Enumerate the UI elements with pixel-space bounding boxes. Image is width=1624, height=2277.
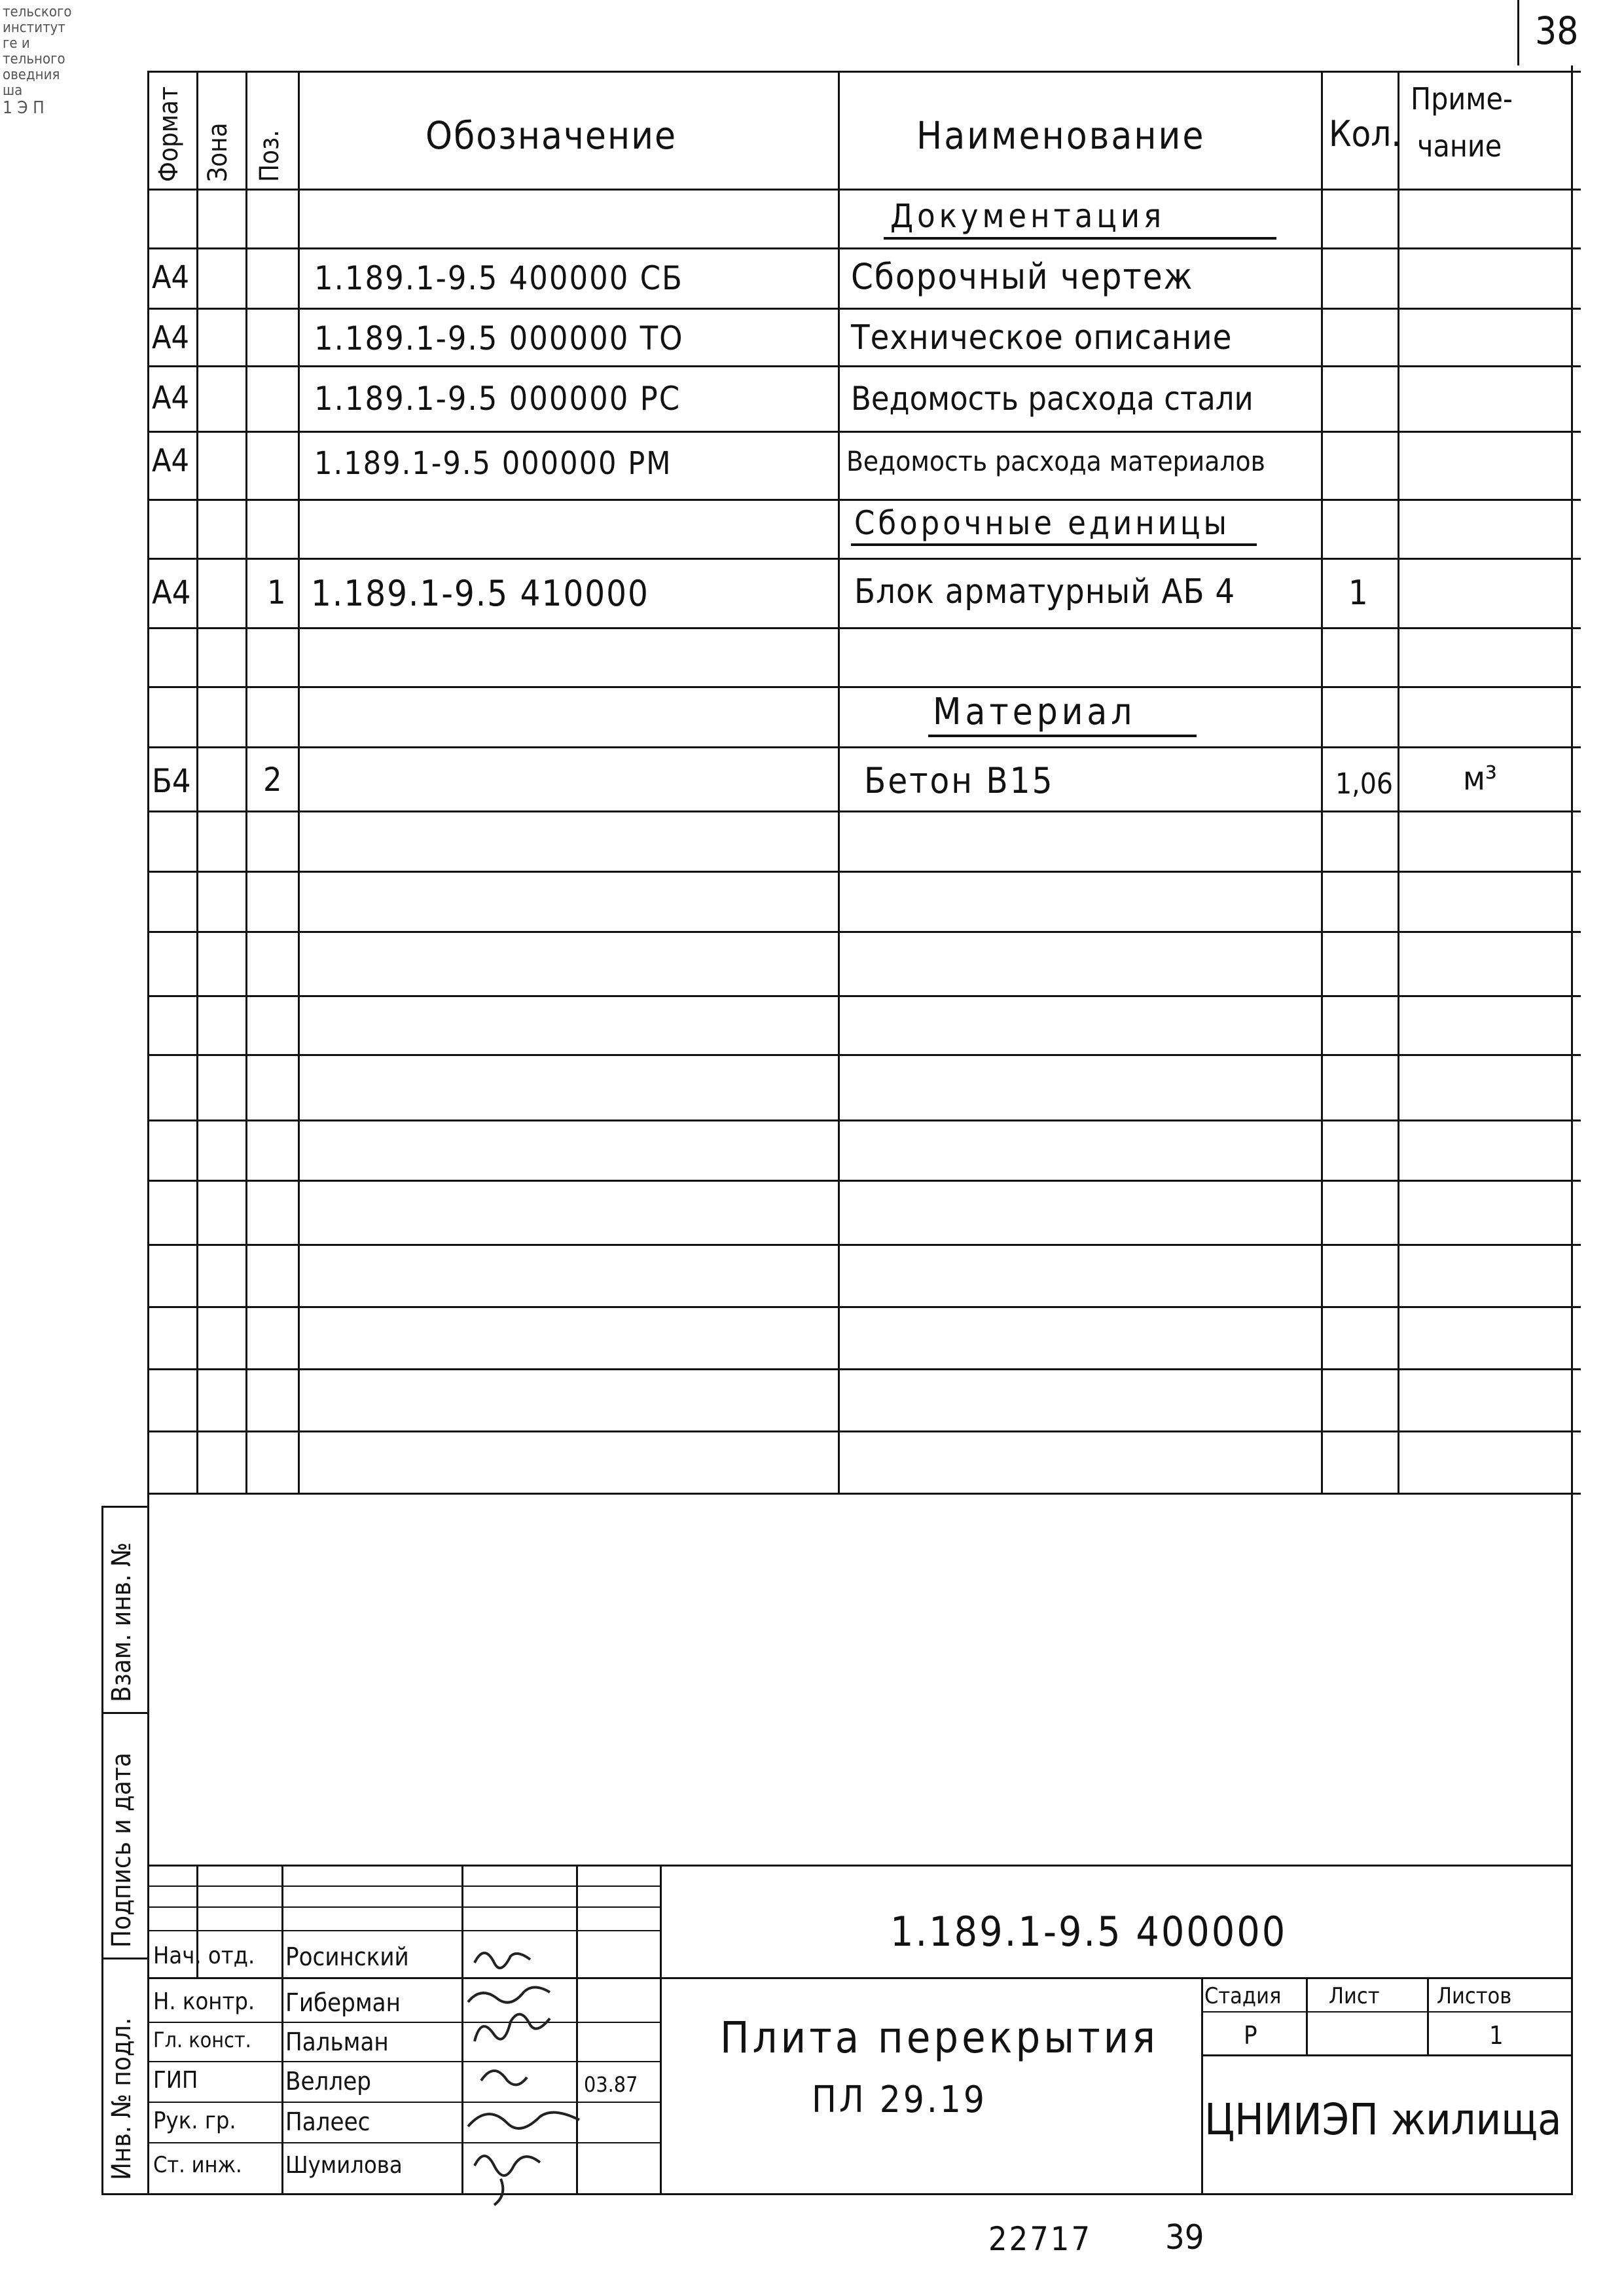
cell-format: А4 (152, 574, 191, 611)
row-divider (147, 431, 1581, 433)
cell-designation: 1.189.1-9.5 000000 РС (314, 380, 681, 418)
header-bottom-border (147, 189, 1581, 191)
heading-underline (928, 735, 1197, 737)
doc-code: 1.189.1-9.5 400000 (890, 1908, 1288, 1956)
col-divider-format (196, 71, 198, 1493)
title-col (281, 1865, 283, 2193)
signer-role: Гл. конст. (153, 2028, 251, 2052)
cell-name: Сборочный чертеж (851, 256, 1194, 297)
row-divider (147, 1054, 1581, 1056)
header-note-line2: чание (1417, 128, 1502, 164)
cell-designation: 1.189.1-9.5 410000 (311, 573, 649, 614)
label-inv-podl: Инв. № подл. (107, 2017, 137, 2180)
cell-name: Бетон В15 (864, 760, 1055, 801)
header-note-line1: Приме- (1411, 81, 1513, 117)
cell-name: Ведомость расхода стали (851, 380, 1254, 418)
col-divider-name (1321, 71, 1323, 1493)
footer-number: 22717 (988, 2220, 1092, 2258)
label-vzam-inv: Взам. инв. № (107, 1542, 137, 1702)
cell-format: А4 (152, 443, 189, 479)
title-col (1306, 1977, 1308, 2054)
corner-stamp (0, 0, 141, 177)
col-divider-zone (245, 71, 247, 1493)
organization: ЦНИИЭП жилища (1204, 2094, 1562, 2145)
row-divider (147, 746, 1581, 748)
row-divider (147, 247, 1581, 249)
row-divider (147, 871, 1581, 873)
section-heading-assembly-units: Сборочные единицы (854, 504, 1231, 542)
table-bottom-border (147, 1493, 1581, 1495)
row-divider (147, 931, 1581, 933)
row-divider (147, 499, 1581, 501)
margin-strip-top (101, 1506, 149, 1508)
table-top-border (147, 71, 1581, 73)
row-divider (147, 686, 1581, 688)
row-divider (147, 558, 1581, 560)
stamp-line: тельного (3, 51, 65, 67)
header-name: Наименование (916, 113, 1206, 158)
row-divider (147, 1120, 1581, 1121)
cell-qty: 1,06 (1335, 767, 1394, 801)
cell-pos: 2 (263, 761, 282, 799)
signer-name: Росинский (285, 1942, 409, 1971)
cell-format: А4 (152, 259, 189, 296)
margin-strip-divider (101, 1958, 149, 1959)
row-divider (147, 627, 1581, 629)
margin-strip-outer (101, 1506, 103, 2195)
section-heading-documentation: Документация (890, 197, 1166, 235)
col-divider-designation (838, 71, 840, 1493)
col-divider-qty (1398, 71, 1399, 1493)
row-divider (147, 811, 1581, 812)
stamp-line: ша (3, 82, 23, 99)
row-divider (147, 1368, 1581, 1370)
cell-format: А4 (152, 380, 189, 416)
signer-name: Гиберман (285, 1988, 401, 2017)
title-col (1427, 1977, 1429, 2054)
page-number: 38 (1535, 9, 1579, 53)
heading-underline (884, 237, 1276, 240)
title-col (660, 1865, 662, 2193)
row-divider (147, 1244, 1581, 1246)
stamp-line: ге и (3, 35, 30, 52)
cell-name: Ведомость расхода материалов (846, 445, 1265, 477)
stage-value: Р (1244, 2021, 1257, 2050)
stage-label: Стадия (1204, 1983, 1282, 2009)
col-divider-pos (298, 71, 300, 1493)
row-divider (147, 995, 1581, 997)
title-grid-line (1201, 2054, 1571, 2056)
cell-note: м³ (1463, 759, 1497, 797)
cell-name: Блок арматурный АБ 4 (854, 572, 1236, 611)
cell-format: А4 (152, 319, 189, 356)
drawing-title: Плита перекрытия (720, 2013, 1159, 2063)
title-block-bottom (147, 2193, 1571, 2195)
header-format: Формат (154, 86, 184, 182)
cell-designation: 1.189.1-9.5 000000 ТО (314, 319, 684, 357)
row-divider (147, 1306, 1581, 1308)
header-designation: Обозначение (425, 113, 677, 158)
signer-name: Палеес (285, 2107, 370, 2136)
cell-pos: 1 (267, 574, 286, 611)
title-col (1201, 1977, 1203, 2193)
title-block-top (147, 1865, 1571, 1867)
signer-role: Рук. гр. (153, 2107, 236, 2134)
row-divider (147, 308, 1581, 310)
margin-strip-divider (101, 1712, 149, 1714)
frame-right-border (1571, 65, 1573, 2195)
header-zone: Зона (203, 122, 233, 182)
stamp-line: тельского (3, 4, 72, 20)
signer-name: Пальман (285, 2028, 389, 2056)
sheet-label: Лист (1329, 1983, 1380, 2009)
stamp-line: 1 Э П (3, 98, 45, 118)
footer-page: 39 (1165, 2218, 1204, 2257)
signer-role: Ст. инж. (153, 2152, 242, 2178)
stamp-line: институт (3, 20, 65, 36)
signer-role: Нач. отд. (153, 1942, 255, 1969)
section-heading-material: Материал (933, 691, 1136, 733)
cell-designation: 1.189.1-9.5 400000 СБ (314, 259, 683, 297)
header-pos: Поз. (255, 130, 285, 182)
heading-underline (851, 543, 1257, 546)
header-qty: Кол. (1329, 113, 1401, 155)
sheets-value: 1 (1489, 2021, 1504, 2050)
signer-role: ГИП (153, 2067, 198, 2094)
sheets-label: Листов (1437, 1983, 1512, 2009)
signer-role: Н. контр. (153, 1988, 255, 2015)
cell-designation: 1.189.1-9.5 000000 РМ (314, 445, 672, 482)
cell-qty: 1 (1348, 574, 1368, 613)
row-divider (147, 1180, 1581, 1182)
drawing-subtitle: ПЛ 29.19 (812, 2079, 987, 2121)
title-block-mid (147, 1977, 1571, 1979)
row-divider (147, 365, 1581, 367)
page-number-border (1517, 0, 1519, 65)
frame-left-border (147, 71, 149, 2195)
row-divider (147, 1430, 1581, 1432)
handwritten-signatures (461, 1865, 592, 2218)
margin-strip-bottom (101, 2193, 149, 2195)
cell-name: Техническое описание (851, 318, 1233, 357)
cell-format: Б4 (152, 762, 191, 800)
title-grid-line (1201, 2011, 1571, 2013)
signer-name: Шумилова (285, 2152, 403, 2179)
signer-date: 03.87 (584, 2072, 638, 2097)
stamp-line: оведния (3, 67, 60, 83)
label-podpis-data: Подпись и дата (107, 1752, 137, 1948)
signer-name: Веллер (285, 2067, 371, 2096)
